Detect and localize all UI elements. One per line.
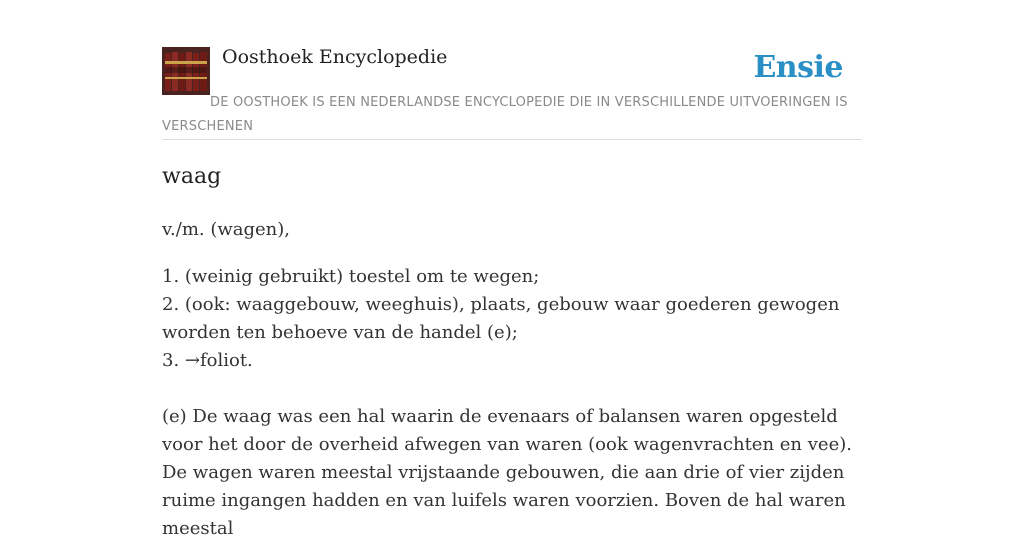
encyclopedia-books-icon[interactable] [162,47,210,95]
site-header [162,0,862,140]
entry-grammar: v./m. (wagen), [162,219,291,240]
page-container [162,0,862,539]
definition-item: 1. (weinig gebruikt) toestel om te wegen; [162,266,540,287]
brand-logo[interactable]: Ensie [753,50,843,85]
definition-item-link[interactable]: 3. →foliot. [162,350,253,371]
definition-item: 2. (ook: waaggebouw, weeghuis), plaats, gebouw waar goederen gewogen worden ten behoeve van de handel (e); [162,294,840,343]
entry-title: waag [162,164,222,189]
site-tagline: DE OOSTHOEK IS EEN NEDERLANDSE ENCYCLOPEDIE DIE IN VERSCHILLENDE UITVOERINGEN IS VERSCHENEN [162,95,848,134]
paragraph-spacer [162,375,862,403]
entry-paragraph: (e) De waag was een hal waarin de evenaars of balansen waren opgesteld voor het door de overheid afwegen van waren (ook wagenvrachten en vee). De wagen waren meestal vrijstaande gebouwen, die aan drie of vier zijden ruime ingangen hadden en van luifels waren voorzien. Boven de hal waren meestal [162,406,852,539]
entry-content [162,216,862,543]
site-title[interactable]: Oosthoek Encyclopedie [222,46,448,68]
